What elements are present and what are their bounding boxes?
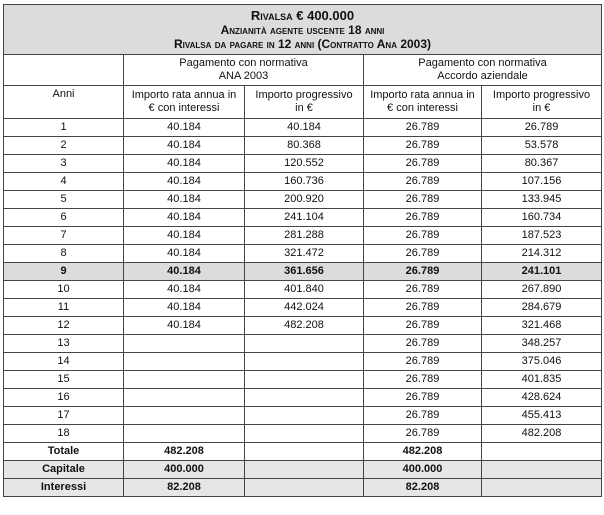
- cell-anno: 6: [4, 209, 124, 227]
- cell-acc-prog: 401.835: [482, 371, 602, 389]
- cell-anno: 4: [4, 173, 124, 191]
- cell-acc-prog: 80.367: [482, 155, 602, 173]
- total-acc-value: 400.000: [364, 461, 482, 479]
- table-row: [4, 407, 602, 425]
- cell-ana-rata: [124, 353, 245, 371]
- title-row: [4, 5, 602, 55]
- cell-acc-prog: 428.624: [482, 389, 602, 407]
- cell-acc-prog: 133.945: [482, 191, 602, 209]
- cell-acc-prog: 53.578: [482, 137, 602, 155]
- total-acc-value: 82.208: [364, 479, 482, 497]
- cell-ana-rata: [124, 407, 245, 425]
- table-row: [4, 371, 602, 389]
- cell-ana-prog: 160.736: [245, 173, 364, 191]
- table-row: [4, 209, 602, 227]
- cell-ana-rata: 40.184: [124, 119, 245, 137]
- cell-anno: 9: [4, 263, 124, 281]
- cell-acc-prog: 160.734: [482, 209, 602, 227]
- header-acc-prog-line-1: Importo progressivo: [492, 89, 591, 101]
- cell-anno: 10: [4, 281, 124, 299]
- cell-acc-rata: 26.789: [364, 209, 482, 227]
- cell-ana-prog: 281.288: [245, 227, 364, 245]
- cell-acc-prog: 455.413: [482, 407, 602, 425]
- group-accordo-line-2: Accordo aziendale: [437, 70, 528, 82]
- cell-ana-prog: 442.024: [245, 299, 364, 317]
- total-label: Capitale: [4, 461, 124, 479]
- header-ana-prog-line-2: in €: [295, 102, 313, 114]
- total-ana-empty: [245, 443, 364, 461]
- header-acc-prog-line-2: in €: [532, 102, 551, 114]
- table-row: [4, 317, 602, 335]
- cell-acc-rata: 26.789: [364, 155, 482, 173]
- cell-ana-prog: [245, 335, 364, 353]
- column-header-row: [4, 86, 602, 119]
- rivalsa-table-container: [3, 4, 601, 497]
- total-acc-empty: [482, 461, 602, 479]
- cell-ana-prog: 361.656: [245, 263, 364, 281]
- total-acc-empty: [482, 479, 602, 497]
- title-line-1: Rivalsa € 400.000: [250, 8, 355, 23]
- cell-acc-rata: 26.789: [364, 191, 482, 209]
- cell-ana-prog: 200.920: [245, 191, 364, 209]
- cell-acc-rata: 26.789: [364, 173, 482, 191]
- cell-acc-prog: 284.679: [482, 299, 602, 317]
- cell-anno: 3: [4, 155, 124, 173]
- header-ana-rata: [124, 86, 245, 119]
- cell-ana-rata: 40.184: [124, 263, 245, 281]
- table-row: [4, 299, 602, 317]
- cell-anno: 12: [4, 317, 124, 335]
- total-ana-value: 482.208: [124, 443, 245, 461]
- cell-anno: 14: [4, 353, 124, 371]
- cell-ana-prog: 482.208: [245, 317, 364, 335]
- title-line-3: Rivalsa da pagare in 12 anni (Contratto Ana 2003): [174, 37, 432, 51]
- cell-acc-rata: 26.789: [364, 245, 482, 263]
- group-header-accordo: [364, 55, 602, 86]
- table-row: [4, 137, 602, 155]
- cell-anno: 15: [4, 371, 124, 389]
- cell-acc-prog: 187.523: [482, 227, 602, 245]
- cell-acc-prog: 241.101: [482, 263, 602, 281]
- total-acc-empty: [482, 443, 602, 461]
- cell-acc-rata: 26.789: [364, 227, 482, 245]
- header-ana-rata-line-2: € con interessi: [148, 102, 220, 114]
- cell-acc-prog: 321.468: [482, 317, 602, 335]
- cell-anno: 1: [4, 119, 124, 137]
- cell-ana-prog: [245, 389, 364, 407]
- table-row: [4, 425, 602, 443]
- group-ana-line-2: ANA 2003: [218, 70, 269, 82]
- total-label: Interessi: [4, 479, 124, 497]
- cell-anno: 7: [4, 227, 124, 245]
- cell-ana-prog: 120.552: [245, 155, 364, 173]
- header-ana-prog-line-1: Importo progressivo: [255, 89, 353, 101]
- cell-ana-rata: 40.184: [124, 227, 245, 245]
- group-header-empty: [4, 55, 124, 86]
- cell-ana-rata: 40.184: [124, 137, 245, 155]
- table-row: [4, 245, 602, 263]
- cell-acc-rata: 26.789: [364, 335, 482, 353]
- cell-acc-prog: 26.789: [482, 119, 602, 137]
- cell-acc-rata: 26.789: [364, 425, 482, 443]
- cell-anno: 8: [4, 245, 124, 263]
- total-acc-value: 482.208: [364, 443, 482, 461]
- cell-acc-rata: 26.789: [364, 137, 482, 155]
- cell-acc-rata: 26.789: [364, 353, 482, 371]
- header-ana-prog: [245, 86, 364, 119]
- total-ana-value: 82.208: [124, 479, 245, 497]
- header-acc-rata-line-1: Importo rata annua in: [370, 89, 475, 101]
- cell-acc-prog: 267.890: [482, 281, 602, 299]
- cell-ana-prog: [245, 371, 364, 389]
- header-acc-prog: [482, 86, 602, 119]
- cell-acc-rata: 26.789: [364, 299, 482, 317]
- cell-ana-rata: [124, 425, 245, 443]
- group-header-row: [4, 55, 602, 86]
- cell-ana-prog: 241.104: [245, 209, 364, 227]
- cell-ana-prog: [245, 353, 364, 371]
- cell-ana-rata: [124, 389, 245, 407]
- rivalsa-table: [3, 4, 602, 497]
- cell-ana-rata: 40.184: [124, 173, 245, 191]
- cell-acc-rata: 26.789: [364, 119, 482, 137]
- total-ana-empty: [245, 461, 364, 479]
- cell-anno: 17: [4, 407, 124, 425]
- table-row: [4, 173, 602, 191]
- cell-anno: 16: [4, 389, 124, 407]
- group-accordo-line-1: Pagamento con normativa: [418, 57, 547, 69]
- cell-acc-rata: 26.789: [364, 407, 482, 425]
- total-label: Totale: [4, 443, 124, 461]
- group-header-ana: [124, 55, 364, 86]
- table-row: [4, 389, 602, 407]
- header-ana-rata-line-1: Importo rata annua in: [131, 89, 237, 101]
- cell-anno: 2: [4, 137, 124, 155]
- cell-anno: 11: [4, 299, 124, 317]
- cell-anno: 13: [4, 335, 124, 353]
- cell-ana-rata: 40.184: [124, 281, 245, 299]
- cell-anno: 5: [4, 191, 124, 209]
- cell-acc-rata: 26.789: [364, 263, 482, 281]
- table-row: [4, 191, 602, 209]
- table-row: [4, 119, 602, 137]
- table-title: [4, 5, 602, 55]
- cell-ana-prog: 80.368: [245, 137, 364, 155]
- table-row: [4, 281, 602, 299]
- total-row: [4, 479, 602, 497]
- cell-ana-prog: 40.184: [245, 119, 364, 137]
- cell-ana-rata: 40.184: [124, 155, 245, 173]
- cell-ana-prog: 321.472: [245, 245, 364, 263]
- cell-ana-prog: [245, 425, 364, 443]
- table-row: [4, 155, 602, 173]
- cell-ana-rata: [124, 371, 245, 389]
- cell-ana-rata: 40.184: [124, 299, 245, 317]
- cell-acc-rata: 26.789: [364, 389, 482, 407]
- group-ana-line-1: Pagamento con normativa: [179, 57, 308, 69]
- cell-ana-prog: [245, 407, 364, 425]
- title-line-2: Anzianità agente uscente 18 anni: [220, 23, 385, 37]
- total-ana-empty: [245, 479, 364, 497]
- cell-acc-rata: 26.789: [364, 281, 482, 299]
- cell-ana-prog: 401.840: [245, 281, 364, 299]
- header-acc-rata-line-2: € con interessi: [387, 102, 458, 114]
- total-row: [4, 443, 602, 461]
- cell-ana-rata: 40.184: [124, 317, 245, 335]
- cell-anno: 18: [4, 425, 124, 443]
- table-row: [4, 263, 602, 281]
- cell-ana-rata: 40.184: [124, 209, 245, 227]
- cell-acc-rata: 26.789: [364, 317, 482, 335]
- cell-ana-rata: 40.184: [124, 191, 245, 209]
- cell-acc-prog: 348.257: [482, 335, 602, 353]
- cell-acc-prog: 482.208: [482, 425, 602, 443]
- cell-acc-prog: 214.312: [482, 245, 602, 263]
- cell-acc-prog: 107.156: [482, 173, 602, 191]
- total-row: [4, 461, 602, 479]
- table-row: [4, 335, 602, 353]
- table-row: [4, 227, 602, 245]
- cell-acc-rata: 26.789: [364, 371, 482, 389]
- cell-acc-prog: 375.046: [482, 353, 602, 371]
- cell-ana-rata: [124, 335, 245, 353]
- cell-ana-rata: 40.184: [124, 245, 245, 263]
- header-anni: Anni: [4, 86, 124, 119]
- total-ana-value: 400.000: [124, 461, 245, 479]
- header-acc-rata: [364, 86, 482, 119]
- table-row: [4, 353, 602, 371]
